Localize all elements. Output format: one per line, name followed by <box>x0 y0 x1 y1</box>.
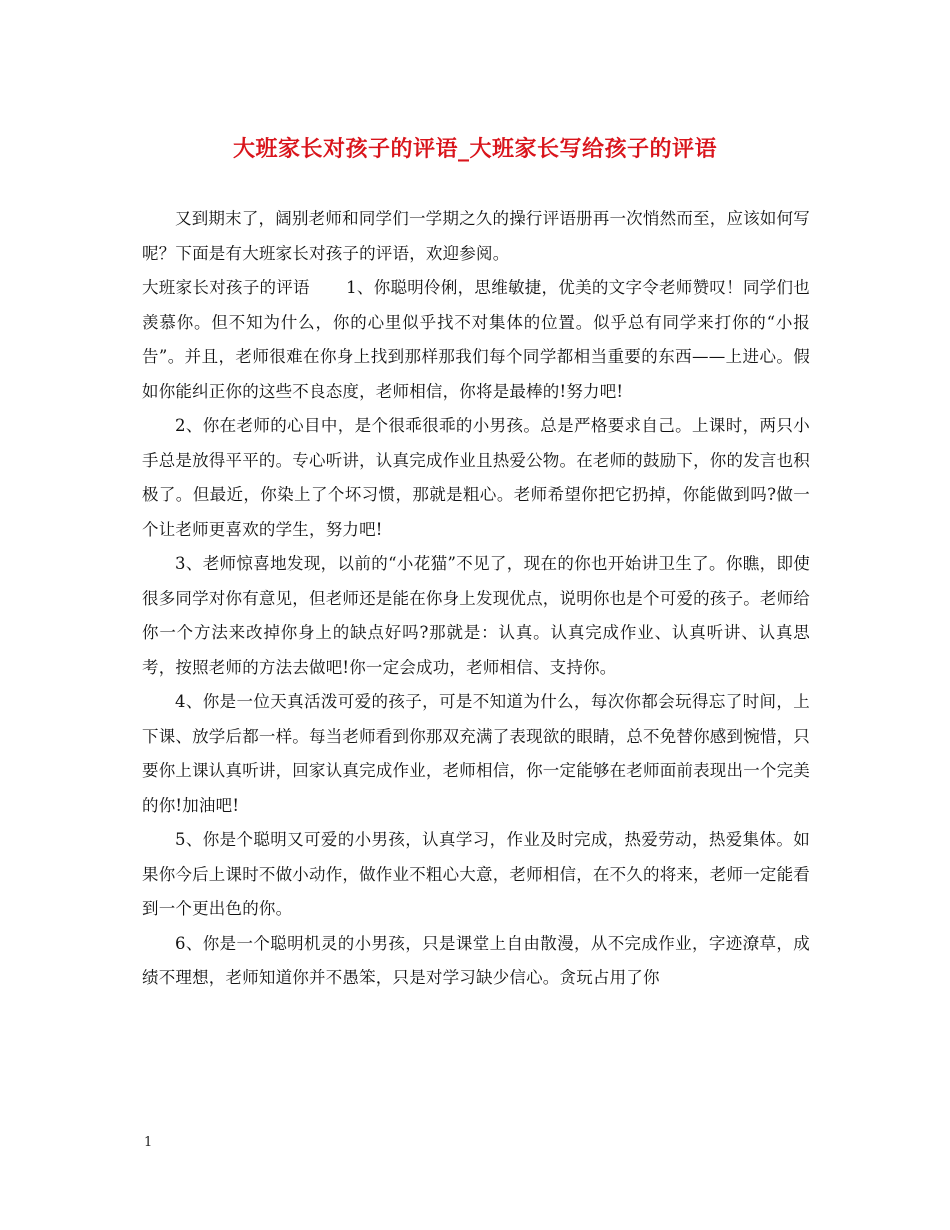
document-body <box>142 202 810 996</box>
comment-text: 1、你聪明伶俐，思维敏捷，优美的文字令老师赞叹！同学们也羡慕你。但不知为什么，你的心里似乎找不对集体的位置。似乎总有同学来打你的“小报告”。并且，老师很难在你身上找到那样那我们每个同学都相当重要的东西——上进心。假如你能纠正你的这些不良态度，老师相信，你将是最棒的!努力吧! <box>142 278 810 401</box>
comment-paragraph: 4、你是一位天真活泼可爱的孩子，可是不知道为什么，每次你都会玩得忘了时间，上下课、放学后都一样。每当老师看到你那双充满了表现欲的眼睛，总不免替你感到惋惜，只要你上课认真听讲，回家认真完成作业，老师相信，你一定能够在老师面前表现出一个完美的你!加油吧! <box>142 692 810 815</box>
page-number: 1 <box>144 1135 153 1150</box>
comment-paragraph: 5、你是个聪明又可爱的小男孩，认真学习，作业及时完成，热爱劳动，热爱集体。如果你今后上课时不做小动作，做作业不粗心大意，老师相信，在不久的将来，老师一定能看到一个更出色的你。 <box>142 830 810 918</box>
section-heading: 大班家长对孩子的评语 <box>142 278 310 297</box>
intro-paragraph: 又到期末了，阔别老师和同学们一学期之久的操行评语册再一次悄然而至，应该如何写呢？下面是有大班家长对孩子的评语，欢迎参阅。 <box>142 209 810 263</box>
comment-paragraph: 6、你是一个聪明机灵的小男孩，只是课堂上自由散漫，从不完成作业，字迹潦草，成绩不理想，老师知道你并不愚笨，只是对学习缺少信心。贪玩占用了你 <box>142 933 810 987</box>
first-comment-paragraph <box>142 271 810 409</box>
comment-paragraph: 2、你在老师的心目中，是个很乖很乖的小男孩。总是严格要求自己。上课时，两只小手总是放得平平的。专心听讲，认真完成作业且热爱公物。在老师的鼓励下，你的发言也积极了。但最近，你染上了个坏习惯，那就是粗心。老师希望你把它扔掉，你能做到吗?做一个让老师更喜欢的学生，努力吧! <box>142 416 810 539</box>
document-title: 大班家长对孩子的评语_大班家长写给孩子的评语 <box>232 136 717 162</box>
comment-paragraph: 3、老师惊喜地发现，以前的“小花猫”不见了，现在的你也开始讲卫生了。你瞧，即使很多同学对你有意见，但老师还是能在你身上发现优点，说明你也是个可爱的孩子。老师给你一个方法来改掉你身上的缺点好吗?那就是：认真。认真完成作业、认真听讲、认真思考，按照老师的方法去做吧!你一定会成功，老师相信、支持你。 <box>142 554 810 677</box>
